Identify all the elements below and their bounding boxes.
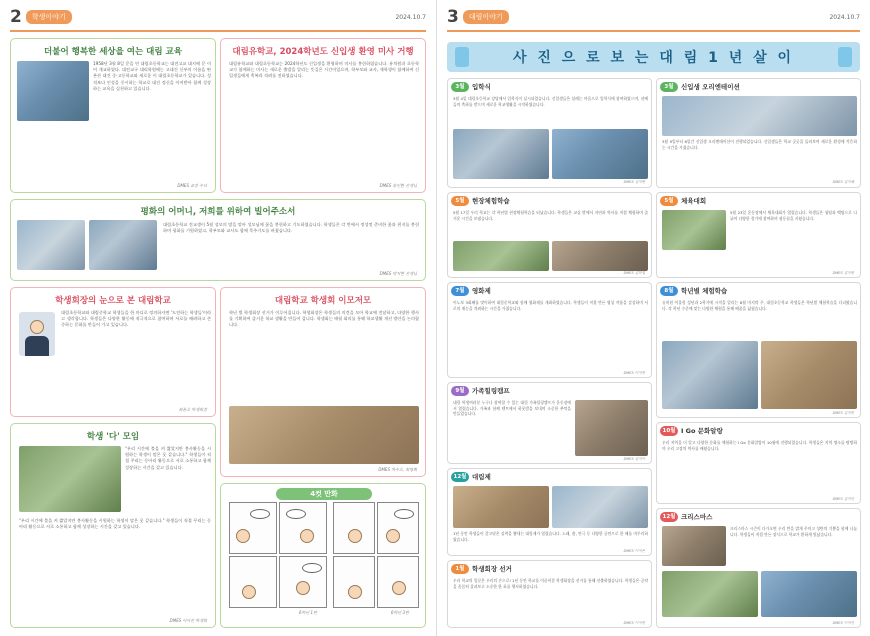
- card-photo: [575, 400, 648, 456]
- page-3: [436, 0, 870, 636]
- card-body: 3월 4일 대림초등학교 강당에서 입학식이 실시되었습니다. 신입생들은 설레는 마음으로 입학식에 참여하였으며, 선배들의 축하를 받으며 새로운 학교생활을 시작하였습니다.: [453, 96, 648, 107]
- card-caption: DMES 김하영: [623, 271, 645, 275]
- card-title: 학생회장 선거: [472, 565, 512, 573]
- comic-caption-a: 6학년 1반: [299, 610, 317, 615]
- card-photo-1: [453, 129, 549, 179]
- month-badge: 8월: [660, 286, 678, 296]
- photo-year-banner: [447, 42, 860, 72]
- card-sports-day: [656, 192, 861, 278]
- page-header: [447, 6, 860, 28]
- article-title: 더불어 행복한 세상을 여는 대림 교육: [44, 47, 182, 57]
- prayer-photo-1: [17, 220, 85, 270]
- card-christmas: [656, 508, 861, 628]
- month-badge: 3월: [451, 82, 469, 92]
- card-body: 3월 9일부터 6일간 신입생 오리엔테이션이 진행되었습니다. 신입생들은 학교 곳곳을 둘러보며 새로운 환경에 적응하는 시간을 가졌습니다.: [662, 139, 857, 150]
- article-title: 대림유학교, 2024학년도 신입생 환영 미사 거행: [232, 47, 414, 57]
- council-photo: [229, 406, 419, 464]
- article-school-intro: [10, 38, 216, 193]
- card-body: 이노보 3회째를 맞이하여 대림중학교와 함께 영화제를 개최하였습니다. 학생들이 직접 만든 영상 작품을 감상하며 서로의 재능을 격려하는 시간을 가졌습니다.: [453, 300, 648, 311]
- card-body: 유치원 어울림 성년과 2학기에 시작을 알리는 8월 마지막 주, 대림초등학교 학생들은 학년별 체험학습을 다녀왔습니다. 각 학년 수준에 맞는 다양한 체험을 통해 배움을 넓혔습니다.: [662, 300, 857, 311]
- card-film-festival: [447, 282, 652, 378]
- month-badge: 9월: [451, 386, 469, 396]
- article-title: 평화의 어머니, 저희를 위하여 빌어주소서: [140, 207, 296, 217]
- article-caption: DMES 이아진 학생회: [169, 618, 207, 623]
- article-caption: DMES 송인한 선생님: [379, 183, 417, 188]
- article-body: 1958년 3월 8일 문을 연 대림초등학교는 대전고교 대지에 문 이어 개교하였다. 대전교구 대리학원에는 고대건 신부의 이름을 딴 본산 대건 중·고등학교와 새로운 이 대림초등학교가 있습니다. 성적보다 인성을 중시하는 학교로 대건 정신을 이어받아 함께 성장하는 교육을 실천하고 있습니다.: [93, 61, 211, 91]
- card-photo-2: [552, 241, 648, 271]
- article-body: 대림유학교와 대림초등학교는 2024학년도 신입생을 환영하며 미사를 봉헌하였습니다. 유치원과 초등학교가 함께하는 미사는 새로운 출발을 알리는 뜻깊은 시간이었으며, 학부모와 교사, 재학생이 함께하여 신입생들에게 축복과 격려를 전하였습니다.: [229, 61, 419, 79]
- card-caption: DMES 김지연: [832, 497, 854, 501]
- card-title: 학년별 체험학습: [681, 287, 728, 295]
- article-body: 대림초등학교와 대림중학교 학생들을 한 마디로 정의하자면 '도전하는 학생들'이라고 생각합니다. 학생들은 다양한 활동에 적극적으로 참여하며 서로를 배려하고 존중하는 문화를 만들어 가고 있습니다.: [61, 310, 211, 328]
- article-welcome-mass: [220, 38, 426, 193]
- header-rule: [10, 30, 426, 32]
- issue-date: 2024.10.7: [829, 13, 860, 21]
- month-badge: 12월: [660, 512, 678, 522]
- comic-panel-b4: [377, 556, 419, 608]
- comic-panel-a1: [229, 502, 277, 554]
- article-title: 학생 '다' 모임: [86, 432, 140, 442]
- comic-caption-b: 6학년 3반: [391, 610, 409, 615]
- article-body: "우리 시간에 불을 켜 짧았지만 봉사활동을 시원하는 학생이 말은 옷 같습니다." 학생들이 직접 꾸리는 동아리 활동으로 서로 소통하고 함께 성장하는 시간을 갖고 있습니다.: [125, 446, 211, 470]
- comic-panel-b3: [333, 556, 375, 608]
- comic-panel-a2: [279, 502, 327, 554]
- card-photo: [662, 96, 857, 136]
- card-family-camp: [447, 382, 652, 464]
- month-badge: 10월: [660, 426, 678, 436]
- card-daelim-festival: [447, 468, 652, 556]
- month-badge: 5월: [451, 196, 469, 206]
- card-orientation: [656, 78, 861, 188]
- card-title: 체육대회: [681, 197, 707, 205]
- card-body: 1년 동안 학생들이 갈고닦은 실력을 뽐내는 대림제가 열렸습니다. 노래, 춤, 연극 등 다양한 공연으로 한 해를 마무리하였습니다.: [453, 531, 648, 542]
- card-caption: DMES 김지현: [623, 180, 645, 184]
- article-caption: DMES 교장 수녀: [177, 183, 207, 188]
- card-body: 5월 23일 운동장에서 체육대회가 열렸습니다. 학생들은 청팀과 백팀으로 나뉘어 다양한 경기에 참여하며 협동심을 키웠습니다.: [730, 210, 857, 221]
- month-badge: 7월: [451, 286, 469, 296]
- page-number: 2: [10, 7, 22, 27]
- card-photo: [662, 210, 726, 250]
- card-culture-program: [656, 422, 861, 504]
- card-caption: DMES 김지헌: [832, 411, 854, 415]
- article-da-club: [10, 423, 216, 628]
- card-title: I Go 문화알랑: [681, 427, 723, 435]
- comic-panel-b2: [377, 502, 419, 554]
- month-badge: 5월: [660, 196, 678, 206]
- card-field-trip: [447, 192, 652, 278]
- card-entrance-ceremony: [447, 78, 652, 188]
- card-caption: DMES 이지헌: [623, 621, 645, 625]
- club-photo: [19, 446, 121, 512]
- article-body-continued: "우리 시간에 불을 켜 짧았지만 봉사활동을 시원하는 학생이 말은 옷 같습니다." 학생들이 직접 꾸리는 동아리 활동으로 서로 소통하고 함께 성장하는 시간을 갖고 있습니다.: [19, 518, 211, 530]
- card-grade-trip: [656, 282, 861, 418]
- card-title: 크리스마스: [681, 513, 713, 521]
- card-title: 대림제: [472, 473, 491, 481]
- comic-panel-b1: [333, 502, 375, 554]
- card-title: 영화제: [472, 287, 491, 295]
- card-photo-1: [662, 341, 758, 409]
- card-title: 신입생 오리엔테이션: [681, 83, 740, 91]
- card-student-election: [447, 560, 652, 628]
- card-photo-2: [552, 486, 648, 528]
- article-mary-prayer: [10, 199, 426, 281]
- article-body: 대림초등학교 전교생이 5월 성모의 밤을 맞아 성모님께 꽃을 봉헌하고 기도하였습니다. 학생들은 각 반에서 정성껏 준비한 꽃과 편지를 봉헌하며 평화를 기원하였고, 학부모와 교사도 함께 묵주기도를 바쳤습니다.: [163, 222, 419, 234]
- card-caption: DMES 이지연: [832, 621, 854, 625]
- article-caption: 최윤호 학생회장: [178, 407, 207, 412]
- prayer-photo-2: [89, 220, 157, 270]
- church-photo: [17, 61, 89, 121]
- comic-panel-a4: [279, 556, 327, 608]
- section-tag: 대림이야기: [463, 10, 509, 24]
- card-photo-2: [761, 341, 857, 409]
- comic-panel-a3: [229, 556, 277, 608]
- month-badge: 12월: [451, 472, 469, 482]
- issue-date: 2024.10.7: [395, 13, 426, 21]
- page-number: 3: [447, 7, 459, 27]
- card-title: 가족힐링캠프: [472, 387, 510, 395]
- card-photo: [662, 526, 726, 566]
- card-caption: DMES 강지아: [623, 457, 645, 461]
- card-caption: DMES 이지은: [623, 549, 645, 553]
- card-photo-1: [453, 241, 549, 271]
- article-four-cut-comic: [220, 483, 426, 628]
- page-header: [10, 6, 426, 28]
- article-caption: DMES 박지현 선생님: [379, 271, 417, 276]
- article-title: 4컷 만화: [276, 488, 372, 500]
- article-student-council: [220, 287, 426, 477]
- article-title: 학생회장의 눈으로 본 대림학교: [55, 296, 171, 306]
- article-student-president: [10, 287, 216, 417]
- portrait-face: [30, 320, 44, 334]
- card-body: 우리 학교의 일꾼은 우리의 손으로! 1년 동안 학교를 이끌어갈 학생회장을 선거를 통해 선출하였습니다. 학생들은 공약을 꼼꼼히 살펴보고 소중한 한 표를 행사하였습니다.: [453, 578, 648, 589]
- card-body: 5월 17일 우리 학교는 각 학년별 현장체험학습을 떠났습니다. 학생들은 교실 밖에서 자연과 역사를 직접 체험하며 즐거운 시간을 보냈습니다.: [453, 210, 648, 221]
- section-tag: 학생이야기: [26, 10, 72, 24]
- banner-title: 사 진 으 로 보 는 대 림 1 년 살 이: [512, 50, 795, 66]
- card-body: 우리 지역을 더 알고 다양한 문화를 체험하는 I Go 문화알랑이 10월에 진행되었습니다. 학생들은 지역 명소를 탐방하며 우리 고장의 역사를 배웠습니다.: [662, 440, 857, 451]
- article-title: 대림학교 학생회 이모저모: [274, 296, 372, 306]
- banner-decoration-right: [838, 47, 852, 67]
- president-portrait: [19, 312, 55, 356]
- card-photo-3: [761, 571, 857, 617]
- header-rule: [447, 30, 860, 32]
- banner-decoration-left: [455, 47, 469, 67]
- card-title: 입학식: [472, 83, 491, 91]
- card-caption: DMES 김지혜: [832, 180, 854, 184]
- month-badge: 1월: [451, 564, 469, 574]
- month-badge: 3월: [660, 82, 678, 92]
- card-body: 대림 학생여러분 누구나 참여할 수 있는 대림 가족힐링캠프가 운동장에서 열렸습니다. 가족과 함께 텐트에서 하룻밤을 보내며 소중한 추억을 만들었습니다.: [453, 400, 571, 417]
- card-title: 현장체험학습: [472, 197, 510, 205]
- card-caption: DMES 김지현: [832, 271, 854, 275]
- card-photo-1: [453, 486, 549, 528]
- article-body: 학년 별 학생회장 선거가 이루어집니다. 학생회장은 학생들의 의견을 모아 학교에 전달하고, 다양한 행사를 기획하여 즐거운 학교 생활을 만들어 갑니다. 학생회는 매월 회의를 통해 학교생활 개선 방안을 논의합니다.: [229, 310, 419, 328]
- card-photo-2: [552, 129, 648, 179]
- card-body: 크리스마스 시즌이 다가오면 우리 반을 밝게 꾸미고 성탄의 기쁨을 함께 나눕니다. 학생들이 직접 만든 장식으로 학교가 환하게 빛났습니다.: [730, 526, 857, 537]
- article-caption: DMES 차수호, 최영희: [378, 467, 417, 472]
- card-photo-2: [662, 571, 758, 617]
- card-caption: DMES 이지헌: [623, 371, 645, 375]
